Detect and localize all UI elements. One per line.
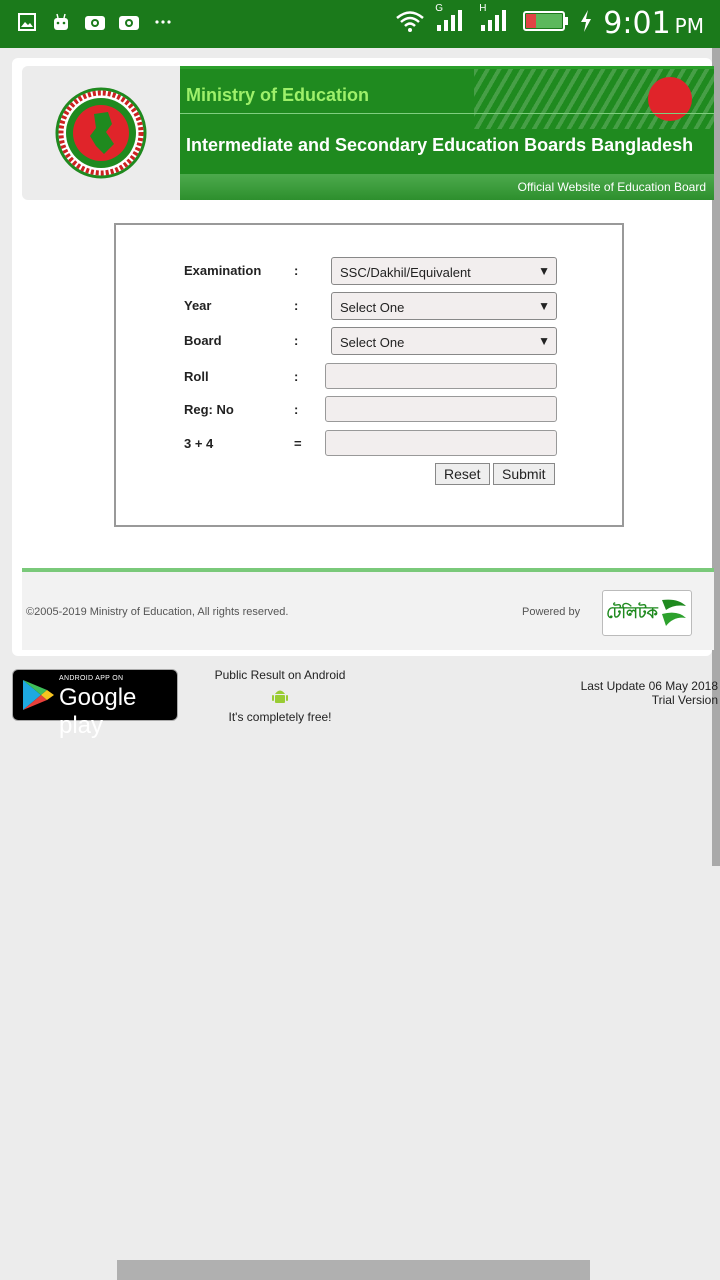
tagline-bar [180,174,714,200]
board-label: Board [184,333,222,348]
captcha-row [184,430,558,458]
google-play-small-text: ANDROID APP ON [59,675,124,682]
year-value: Select One [340,300,405,315]
header-title-area [180,66,714,174]
signal-icon-sim1 [435,3,469,38]
network-type-label: G [435,3,444,14]
reset-button[interactable]: Reset [435,463,490,485]
clock: 9:01 PM [603,6,704,41]
charging-icon [579,9,593,38]
powered-by-label: Powered by [522,606,581,618]
dropdown-arrow-icon: ▼ [538,299,550,313]
year-select[interactable] [331,292,557,320]
logo-container [22,66,180,200]
teletalk-logo-text: টেলিটক [606,604,658,622]
reg-label: Reg: No [184,402,234,417]
camera-icon [84,12,106,32]
wifi-icon [395,9,425,38]
android-promo-title: Public Result on Android [214,668,346,682]
captcha-equals: = [294,436,302,451]
examination-select[interactable] [331,257,557,285]
copyright-text: ©2005-2019 Ministry of Education, All rights reserved. [26,606,289,618]
roll-label: Roll [184,369,209,384]
reg-colon: : [294,402,299,417]
roll-colon: : [294,369,299,384]
ministry-title: Ministry of Education [186,85,370,105]
network-type-label-2: H [479,3,487,14]
board-colon: : [294,333,299,348]
battery-icon [523,10,569,37]
board-row [184,327,558,355]
google-play-badge[interactable] [12,669,178,739]
header-banner [22,66,714,200]
flag-circle-icon [648,77,692,121]
board-title: Intermediate and Secondary Education Boards Bangladesh [186,135,694,155]
result-form [114,223,624,527]
teletalk-logo[interactable] [602,590,692,636]
signal-icon-sim2 [479,3,513,38]
last-update-text: Last Update 06 May 2018 [580,679,718,693]
result-card [12,58,712,656]
submit-button[interactable]: Submit [493,463,555,485]
notification-icons [16,12,174,32]
gallery-icon [16,12,38,32]
last-update-info [581,679,718,707]
captcha-input[interactable] [325,430,557,456]
captcha-label: 3 + 4 [184,436,214,451]
google-play-text: Google play [59,684,137,739]
android-promo-subtitle: It's completely free! [228,710,332,724]
examination-label: Examination [184,263,262,278]
board-select[interactable] [331,327,557,355]
dropdown-arrow-icon: ▼ [538,334,550,348]
examination-colon: : [294,263,299,278]
android-notify-icon [50,12,72,32]
year-row [184,292,558,320]
government-seal-logo [22,66,180,200]
system-icons [395,3,704,41]
reg-input[interactable] [325,396,557,422]
android-promo [200,668,360,724]
bottom-bar [117,1260,590,1280]
roll-input[interactable] [325,363,557,389]
examination-row [184,257,558,285]
version-text: Trial Version [651,693,718,707]
board-value: Select One [340,335,405,350]
more-notifications-icon [152,12,174,32]
official-tagline: Official Website of Education Board [517,180,706,194]
footer [22,572,714,650]
roll-row [184,363,558,391]
camera-icon-2 [118,12,140,32]
examination-value: SSC/Dakhil/Equivalent [340,265,471,280]
year-colon: : [294,298,299,313]
google-play-icon [21,679,55,711]
android-icon [270,686,290,706]
reg-row [184,396,558,424]
year-label: Year [184,298,212,313]
teletalk-swoosh-icon [658,596,688,630]
header-divider [180,113,714,114]
dropdown-arrow-icon: ▼ [538,264,550,278]
status-bar [0,0,720,48]
